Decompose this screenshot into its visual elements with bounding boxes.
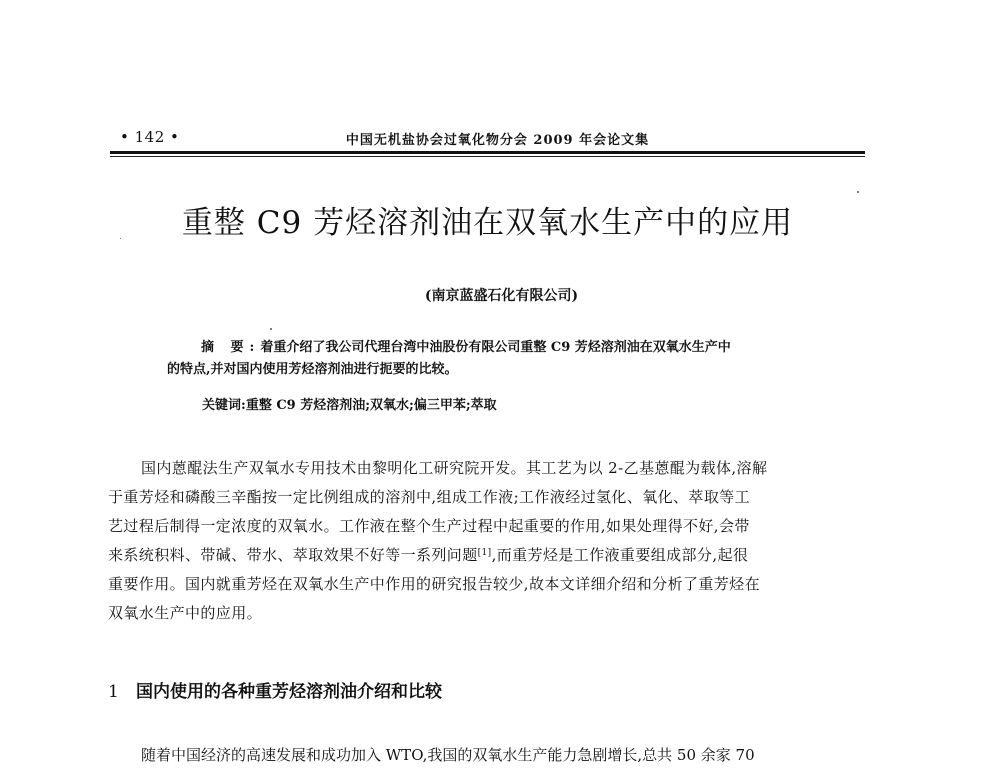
affiliation: (南京蓝盛石化有限公司) — [424, 288, 579, 304]
reference-marker: [1] — [477, 548, 492, 558]
keywords — [202, 394, 497, 413]
section-1-paragraph: 随着中国经济的高速发展和成功加入 WTO,我国的双氧水生产能力急剧增长,总共 50 余家 70 — [141, 746, 755, 764]
intro-line-3: 艺过程后制得一定浓度的双氧水。工作液在整个生产过程中起重要的作用,如果处理得不好,会带 — [108, 517, 750, 535]
proceedings-title: 中国无机盐协会过氧化物分会 2009 年会论文集 — [345, 133, 650, 148]
scan-speck — [120, 238, 121, 239]
intro-paragraph — [108, 454, 865, 628]
intro-line-4a: 来系统积料、带碱、带水、萃取效果不好等一系列问题 — [108, 546, 478, 564]
header-rule-thick — [110, 151, 865, 154]
abstract-line-2: 的特点,并对国内使用芳烃溶剂油进行扼要的比较。 — [167, 362, 458, 377]
section-heading-1 — [108, 677, 442, 702]
scan-speck — [270, 328, 272, 330]
intro-line-5: 重要作用。国内就重芳烃在双氧水生产中作用的研究报告较少,故本文详细介绍和分析了重芳烃在 — [108, 575, 760, 593]
abstract-text-1: 着重介绍了我公司代理台湾中油股份有限公司重整 C9 芳烃溶剂油在双氧水生产中 — [260, 340, 731, 355]
keywords-text: 重整 C9 芳烃溶剂油;双氧水;偏三甲苯;萃取 — [245, 398, 497, 413]
intro-line-4 — [108, 541, 865, 570]
abstract — [167, 337, 817, 381]
abstract-line-1 — [167, 337, 817, 359]
paper-title: 重整 C9 芳烃溶剂油在双氧水生产中的应用 — [181, 205, 794, 241]
intro-line-1: 国内蒽醌法生产双氧水专用技术由黎明化工研究院开发。其工艺为以 2-乙基蒽醌为载体,溶解 — [141, 459, 768, 477]
running-header — [110, 120, 865, 150]
scan-speck — [857, 191, 859, 193]
section-number: 1 — [108, 682, 119, 702]
intro-line-4b: ,而重芳烃是工作液重要组成部分,起很 — [491, 546, 749, 564]
abstract-label: 摘 要: — [201, 340, 261, 355]
intro-line-2: 于重芳烃和磷酸三辛酯按一定比例组成的溶剂中,组成工作液;工作液经过氢化、氧化、萃取等工 — [108, 488, 751, 506]
header-rule-thin — [110, 156, 865, 157]
keywords-label: 关键词: — [202, 398, 246, 413]
section-title: 国内使用的各种重芳烃溶剂油介绍和比较 — [136, 682, 442, 702]
page-number: • 142 • — [120, 128, 180, 146]
intro-line-6: 双氧水生产中的应用。 — [108, 604, 263, 622]
